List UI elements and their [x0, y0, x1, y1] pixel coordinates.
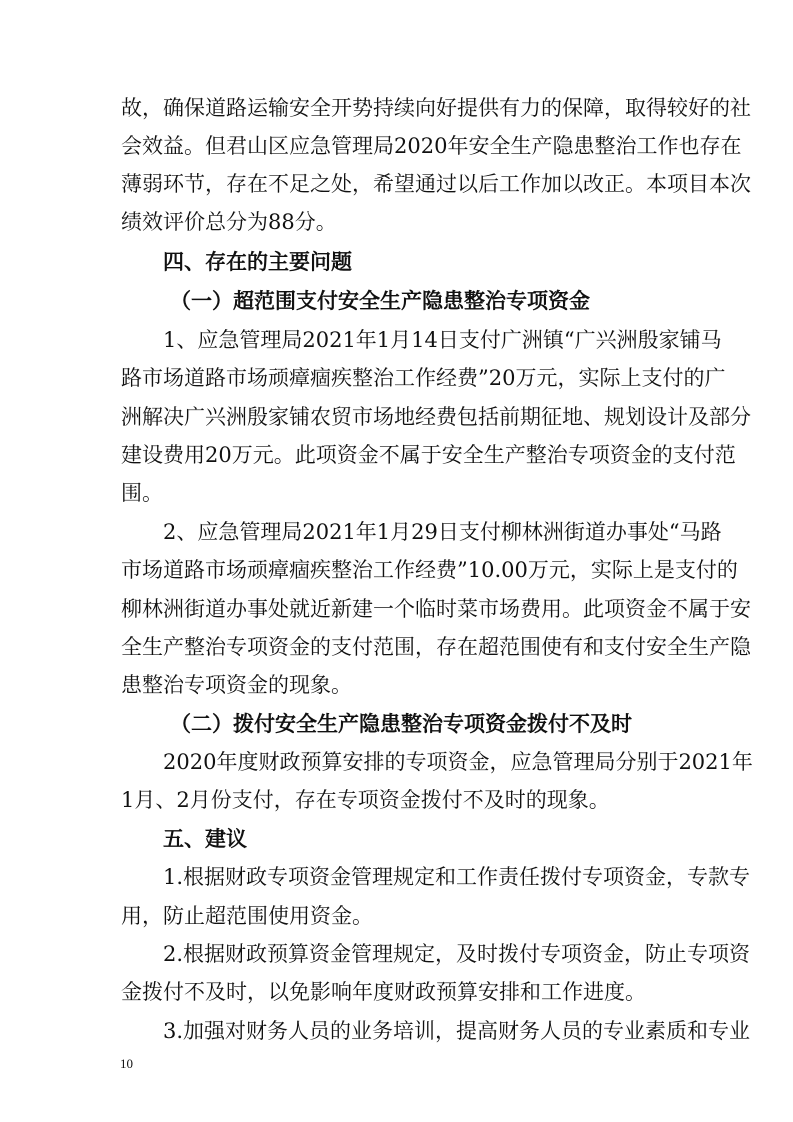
text-line: 1.根据财政专项资金管理规定和工作责任拨付专项资金，专款专 — [163, 865, 751, 889]
section-heading: 四、存在的主要问题 — [163, 249, 352, 274]
text-line: 会效益。但君山区应急管理局2020年安全生产隐患整治工作也存在 — [121, 134, 742, 158]
text-line: 2、应急管理局2021年1月29日支付柳林洲街道办事处“马路 — [163, 520, 722, 544]
text-line: 金拨付不及时，以免影响年度财政预算安排和工作进度。 — [121, 980, 646, 1004]
text-line: 路市场道路市场顽瘴痼疾整治工作经费”20万元，实际上支付的广 — [121, 366, 726, 390]
subsection-heading: （一）超范围支付安全生产隐患整治专项资金 — [170, 288, 590, 313]
text-line: 患整治专项资金的现象。 — [121, 673, 352, 697]
text-line: 绩效评价总分为88分。 — [121, 210, 337, 234]
text-line: 全生产整治专项资金的支付范围，存在超范围使有和支付安全生产隐 — [121, 635, 751, 659]
text-line: 3.加强对财务人员的业务培训，提高财务人员的专业素质和专业 — [163, 1019, 751, 1043]
text-line: 用，防止超范围使用资金。 — [121, 904, 373, 928]
text-line: 1月、2月份支付，存在专项资金拨付不及时的现象。 — [121, 788, 610, 812]
subsection-heading: （二）拨付安全生产隐患整治专项资金拨付不及时 — [170, 711, 632, 736]
text-line: 建设费用20万元。此项资金不属于安全生产整治专项资金的支付范 — [121, 443, 736, 467]
text-line: 柳林洲街道办事处就近新建一个临时菜市场费用。此项资金不属于安 — [121, 597, 751, 621]
text-line: 故，确保道路运输安全开势持续向好提供有力的保障，取得较好的社 — [121, 96, 751, 120]
text-line: 围。 — [121, 481, 163, 505]
section-heading: 五、建议 — [163, 826, 247, 851]
text-line: 薄弱环节，存在不足之处，希望通过以后工作加以改正。本项目本次 — [121, 172, 751, 196]
page-number: 10 — [120, 1056, 133, 1071]
text-line: 2.根据财政预算资金管理规定，及时拨付专项资金，防止专项资 — [163, 942, 751, 966]
text-line: 洲解决广兴洲殷家铺农贸市场地经费包括前期征地、规划设计及部分 — [121, 405, 751, 429]
text-line: 市场道路市场顽瘴痼疾整治工作经费”10.00万元，实际上是支付的 — [121, 558, 738, 582]
text-line: 1、应急管理局2021年1月14日支付广洲镇“广兴洲殷家铺马 — [163, 328, 722, 352]
text-line: 2020年度财政预算安排的专项资金，应急管理局分别于2021年 — [163, 750, 753, 774]
